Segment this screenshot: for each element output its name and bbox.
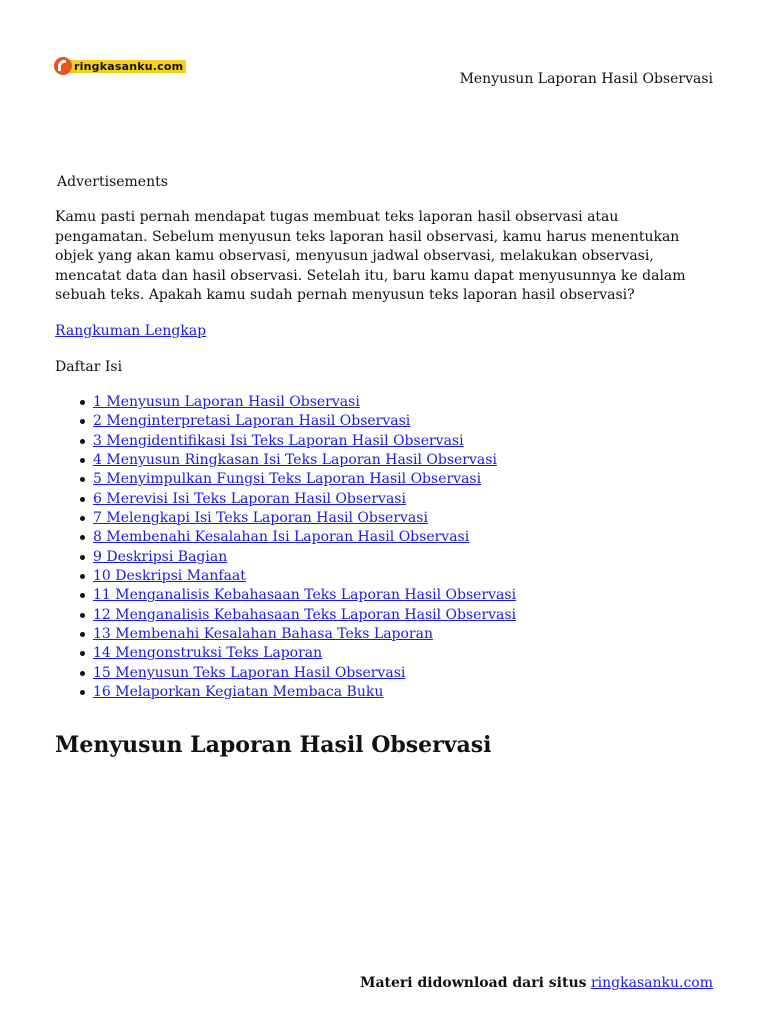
toc-item [93,644,516,663]
site-logo[interactable] [54,56,186,76]
toc-link[interactable]: 4 Menyusun Ringkasan Isi Teks Laporan Hasil Observasi [93,452,497,469]
toc-link[interactable]: 2 Menginterpretasi Laporan Hasil Observasi [93,413,411,430]
toc-link[interactable]: 6 Merevisi Isi Teks Laporan Hasil Observasi [93,490,406,507]
toc-item [93,548,516,567]
toc-item [93,586,516,605]
footer-link[interactable]: ringkasanku.com [590,975,713,991]
toc-link[interactable]: 11 Menganalisis Kebahasaan Teks Laporan Hasil Observasi [93,587,517,604]
logo-icon [54,57,72,75]
toc-item [93,567,516,586]
toc-link[interactable]: 8 Membenahi Kesalahan Isi Laporan Hasil Observasi [93,529,470,546]
toc-link[interactable]: 16 Melaporkan Kegiatan Membaca Buku [93,684,384,701]
toc-item [93,490,516,509]
table-of-contents [55,393,516,703]
logo-text: ringkasanku.com [68,60,186,73]
toc-item [93,432,516,451]
toc-item [93,509,516,528]
toc-item [93,625,516,644]
toc-link[interactable]: 12 Menganalisis Kebahasaan Teks Laporan Hasil Observasi [93,606,517,623]
toc-link[interactable]: 15 Menyusun Teks Laporan Hasil Observasi [93,664,406,681]
toc-link[interactable]: 14 Mengonstruksi Teks Laporan [93,645,323,662]
toc-item [93,393,516,412]
advertisements-label: Advertisements [57,174,168,190]
toc-item [93,470,516,489]
toc-item [93,528,516,547]
toc-title: Daftar Isi [55,359,123,375]
toc-item [93,606,516,625]
footer-label: Materi didownload dari situs [359,975,587,991]
toc-item [93,683,516,702]
toc-link[interactable]: 7 Melengkapi Isi Teks Laporan Hasil Observasi [93,510,428,527]
toc-link[interactable]: 13 Membenahi Kesalahan Bahasa Teks Laporan [93,626,433,643]
toc-link[interactable]: 3 Mengidentifikasi Isi Teks Laporan Hasil Observasi [93,432,464,449]
toc-link[interactable]: 9 Deskripsi Bagian [93,548,228,565]
toc-item [93,451,516,470]
summary-link[interactable]: Rangkuman Lengkap [55,323,207,339]
header-title: Menyusun Laporan Hasil Observasi [459,71,713,87]
toc-item [93,664,516,683]
toc-item [93,412,516,431]
intro-paragraph: Kamu pasti pernah mendapat tugas membuat teks laporan hasil observasi atau pengamatan. Sebelum menyusun teks laporan hasil observasi, kamu harus menentukan objek yang akan kamu observasi, menyusun jadwal observasi, melakukan observasi, mencatat data dan hasil observasi. Setelah itu, baru kamu dapat menyusunnya ke dalam sebuah teks. Apakah kamu sudah pernah menyusun teks laporan hasil observasi? [55,209,686,303]
footer [360,974,713,992]
toc-link[interactable]: 5 Menyimpulkan Fungsi Teks Laporan Hasil Observasi [93,471,482,488]
toc-link[interactable]: 10 Deskripsi Manfaat [93,568,246,585]
toc-link[interactable]: 1 Menyusun Laporan Hasil Observasi [93,394,360,410]
section-heading: Menyusun Laporan Hasil Observasi [55,732,492,758]
